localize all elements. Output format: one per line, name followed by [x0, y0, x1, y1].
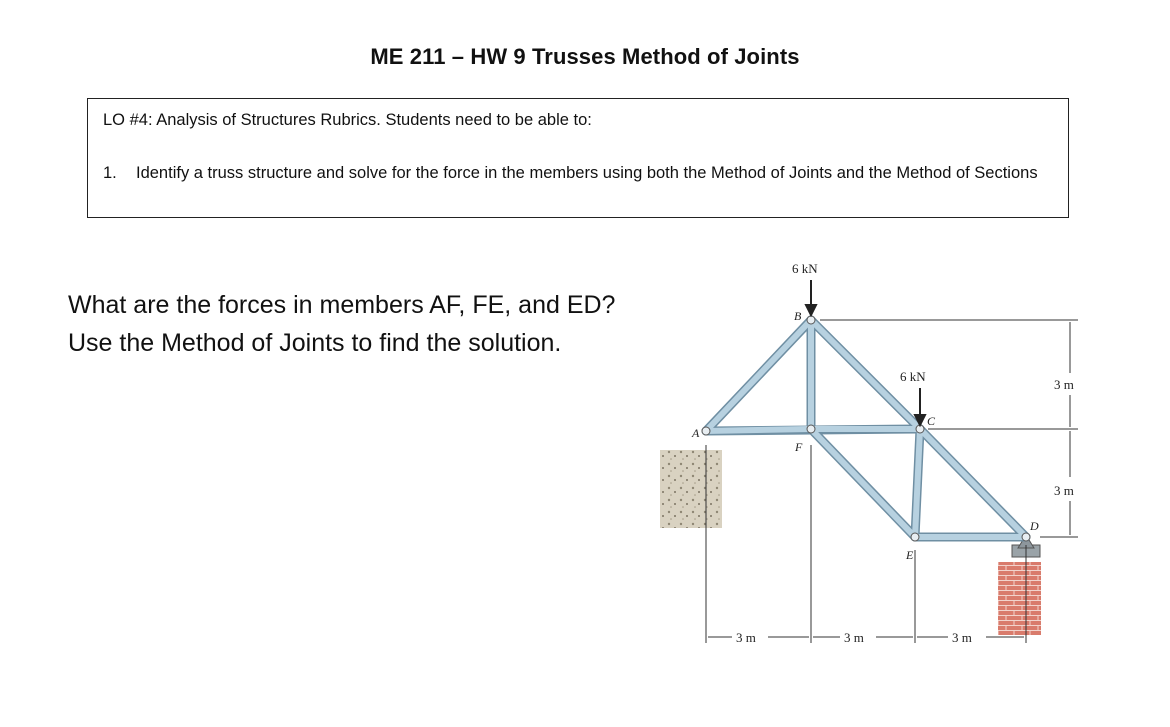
lo-heading: LO #4: Analysis of Structures Rubrics. Students need to be able to: [103, 111, 592, 129]
joint-label-a: A [692, 426, 700, 440]
load-label-c: 6 kN [900, 369, 926, 384]
dim-label-h1: 3 m [736, 630, 756, 645]
member-cd [920, 429, 1026, 537]
lo-item-number: 1. [103, 164, 117, 182]
joint-label-b: B [794, 309, 802, 323]
learning-objectives-box [87, 98, 1069, 218]
ground-support [660, 450, 722, 528]
joint-label-f: F [795, 440, 803, 454]
joint-label-c: C [927, 414, 936, 428]
page-title: ME 211 – HW 9 Trusses Method of Joints [370, 44, 800, 69]
truss-figure [630, 245, 1100, 680]
load-arrow-b-head [806, 305, 816, 315]
member-fe [811, 429, 915, 537]
joint-label-d: D [1030, 519, 1039, 533]
brick-pillar [998, 562, 1041, 635]
joint-pin-a [702, 427, 710, 435]
lo-item-text: Identify a truss structure and solve for the force in the members using both the Method of Joints and the Method of Sections [136, 164, 1038, 182]
member-af [706, 429, 811, 431]
load-label-b: 6 kN [792, 261, 818, 276]
joint-pin-d [1022, 533, 1030, 541]
dim-label-v1: 3 m [1054, 377, 1074, 392]
member-ab [706, 320, 811, 431]
dim-label-v2: 3 m [1054, 483, 1074, 498]
joint-pin-e [911, 533, 919, 541]
question-text: What are the forces in members AF, FE, and ED? Use the Method of Joints to find the solution. [68, 291, 616, 357]
dim-label-h3: 3 m [952, 630, 972, 645]
joint-label-e: E [906, 548, 914, 562]
joint-pin-f [807, 425, 815, 433]
dim-label-h2: 3 m [844, 630, 864, 645]
